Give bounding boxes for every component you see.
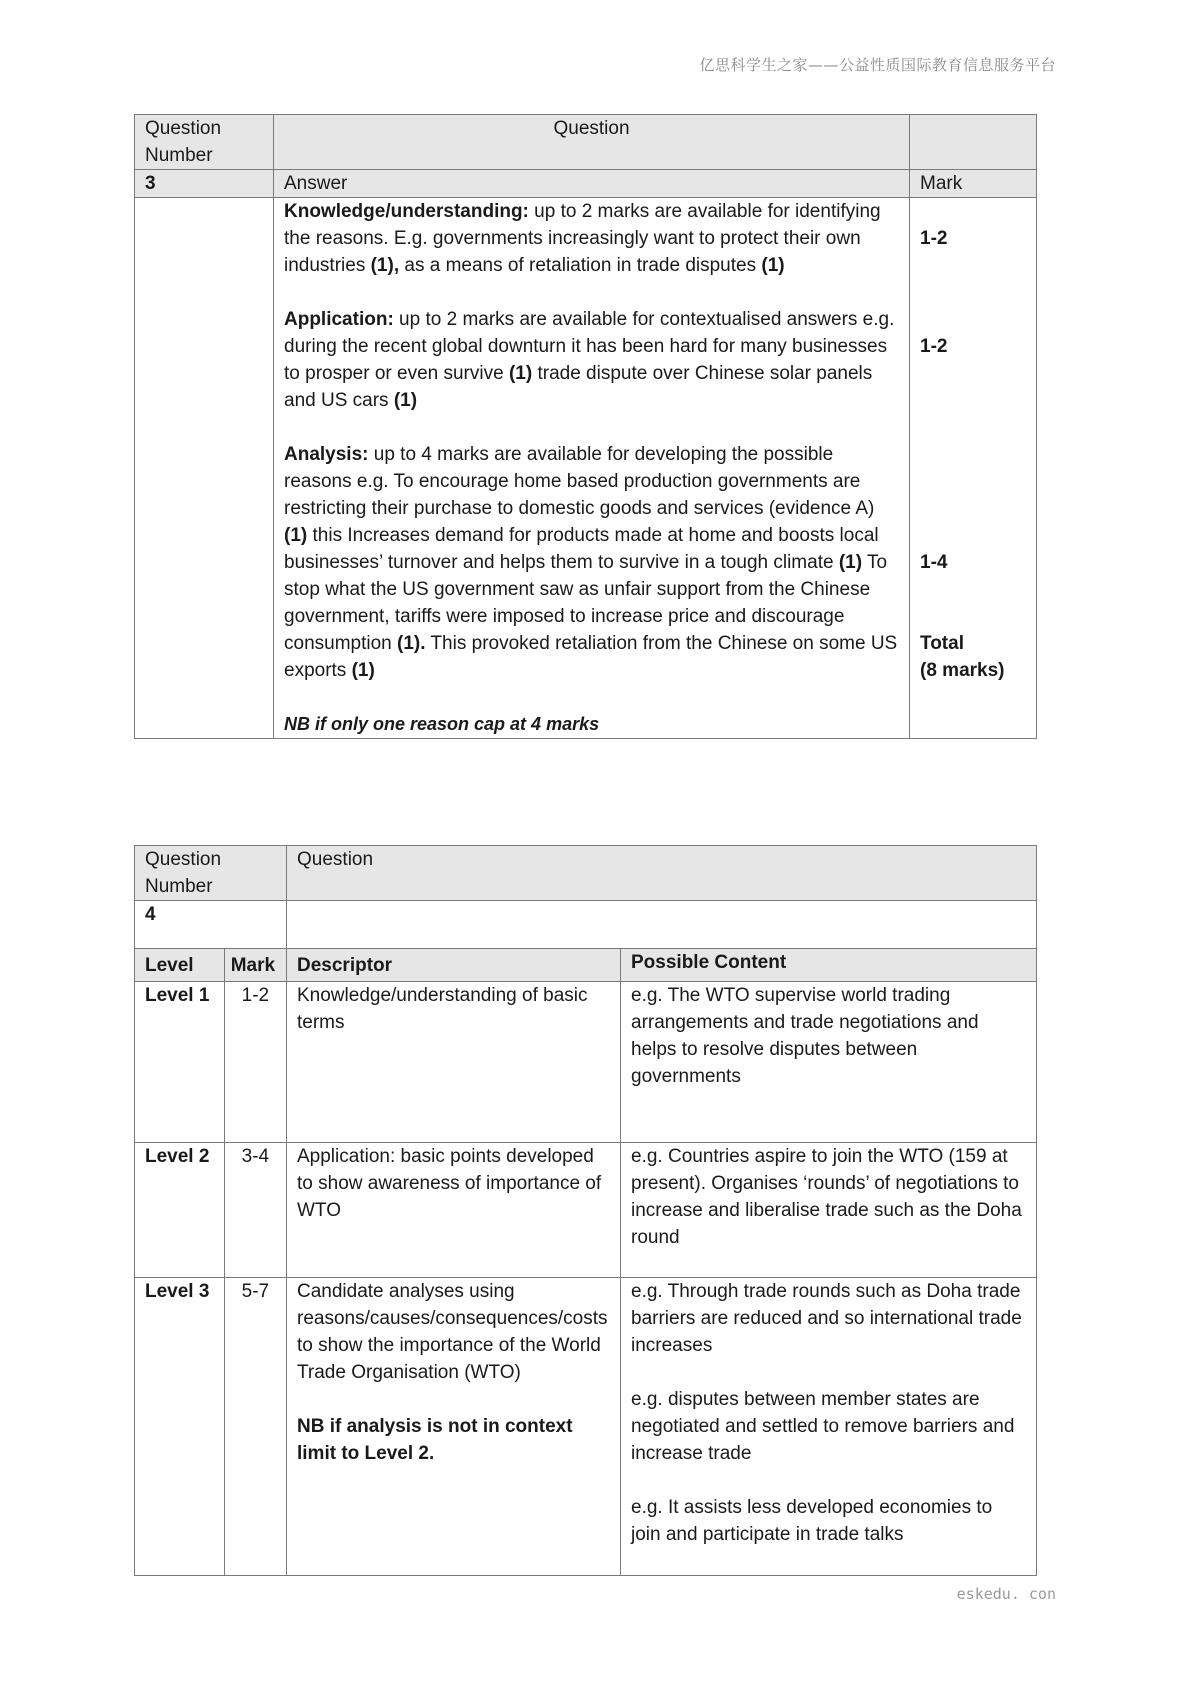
column-level: Level [135, 949, 225, 982]
level-mark: 1-2 [224, 982, 286, 1143]
site-header-note: 亿思科学生之家——公益性质国际教育信息服务平台 [699, 56, 1056, 74]
total-marks: (8 marks) [920, 660, 1005, 681]
level-mark: 5-7 [224, 1278, 286, 1576]
level-3-nb: NB if analysis is not in context limit to Level 2. [297, 1416, 573, 1464]
empty-cell [287, 901, 1037, 949]
level-label: Level 1 [135, 982, 225, 1143]
level-row [135, 982, 1037, 1143]
answer-content [274, 198, 910, 739]
level-content: e.g. Through trade rounds such as Doha trade barriers are reduced and so international trade increases e.g. disputes between member states are negotiated and settled to remove barriers and increase trade e.g. It assists less developed economies to join and participate in trade talks [621, 1278, 1037, 1576]
question-4-table [134, 845, 1037, 1576]
mark-label: Mark [910, 170, 1037, 198]
column-content: Possible Content [621, 949, 1037, 982]
nb-note: NB if only one reason cap at 4 marks [284, 714, 600, 734]
column-descriptor: Descriptor [287, 949, 621, 982]
question-number-header: Question Number [135, 115, 274, 170]
level-content: e.g. Countries aspire to join the WTO (159 at present). Organises ‘rounds’ of negotiations to increase and liberalise trade such as the Doha round [621, 1143, 1037, 1278]
question-number: 3 [135, 170, 274, 198]
level-row [135, 1143, 1037, 1278]
analysis-marks: 1-4 [920, 552, 948, 573]
question-header: Question [274, 115, 910, 170]
site-footer-note: eskedu. con [956, 1585, 1056, 1603]
blank-header [910, 115, 1037, 170]
level-label: Level 2 [135, 1143, 225, 1278]
question-3-table [134, 114, 1037, 739]
level-mark: 3-4 [224, 1143, 286, 1278]
level-descriptor: Candidate analyses using reasons/causes/consequences/costs to show the importance of the World Trade Organisation (WTO) NB if analysis is not in context limit to Level 2. [287, 1278, 621, 1576]
level-descriptor: Knowledge/understanding of basic terms [287, 982, 621, 1143]
knowledge-paragraph: Knowledge/understanding: up to 2 marks are available for identifying the reasons. E.g. governments increasingly want to protect their own industries (1), as a means of retaliation in trade disputes (1) [284, 201, 881, 276]
level-descriptor: Application: basic points developed to show awareness of importance of WTO [287, 1143, 621, 1278]
answer-label: Answer [274, 170, 910, 198]
question-header: Question [287, 846, 1037, 901]
column-mark: Mark [224, 949, 286, 982]
level-row [135, 1278, 1037, 1576]
application-paragraph: Application: up to 2 marks are available for contextualised answers e.g. during the recent global downturn it has been hard for many businesses to prosper or even survive (1) trade dispute over Chinese solar panels and US cars (1) [284, 309, 895, 411]
empty-cell [135, 198, 274, 739]
knowledge-marks: 1-2 [920, 228, 948, 249]
marks-column [910, 198, 1037, 739]
total-label: Total [920, 633, 964, 654]
application-marks: 1-2 [920, 336, 948, 357]
level-label: Level 3 [135, 1278, 225, 1576]
analysis-paragraph: Analysis: up to 4 marks are available for developing the possible reasons e.g. To encourage home based production governments are restricting their purchase to domestic goods and services (evidence A) (1) this Increases demand for products made at home and boosts local businesses’ turnover and helps them to survive in a tough climate (1) To stop what the US government saw as unfair support from the Chinese government, tariffs were imposed to increase price and discourage consumption (1). This provoked retaliation from the Chinese on some US exports (1) [284, 444, 898, 681]
question-number: 4 [135, 901, 287, 949]
question-number-header: Question Number [135, 846, 287, 901]
level-content: e.g. The WTO supervise world trading arrangements and trade negotiations and helps to resolve disputes between governments [621, 982, 1037, 1143]
